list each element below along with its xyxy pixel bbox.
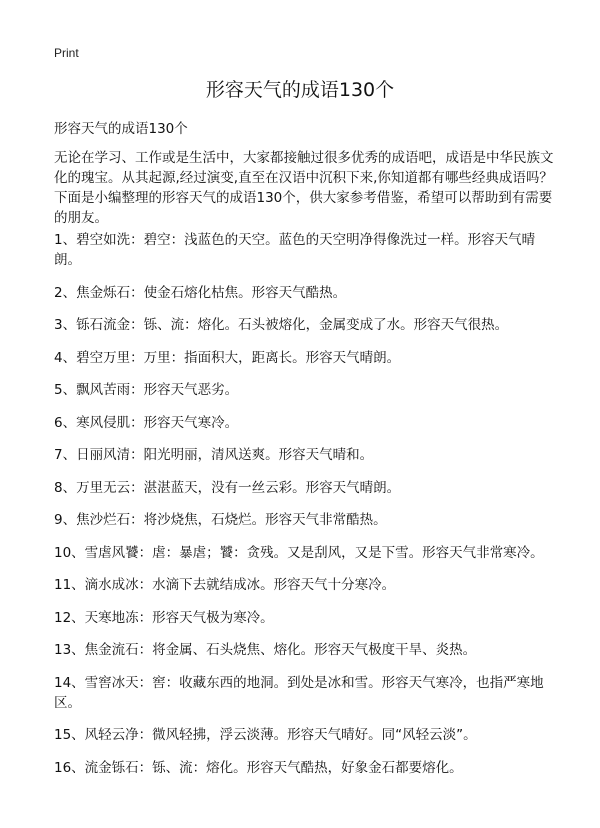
list-item: 2、焦金烁石：使金石熔化枯焦。形容天气酷热。 — [54, 284, 347, 301]
list-item: 12、天寒地冻：形容天气极为寒冷。 — [54, 609, 274, 626]
list-item: 10、雪虐风饕：虐：暴虐；饕：贪残。又是刮风，又是下雪。形容天气非常寒冷。 — [54, 544, 544, 561]
idiom-list — [54, 230, 558, 790]
list-item: 5、飘风苦雨：形容天气恶劣。 — [54, 382, 239, 398]
list-item: 7、日丽风清：阳光明丽，清风送爽。形容天气晴和。 — [54, 447, 374, 463]
list-item: 4、碧空万里：万里：指面积大，距离长。形容天气晴朗。 — [54, 349, 401, 366]
list-item: 3、铄石流金：铄、流：熔化。石头被熔化，金属变成了水。形容天气很热。 — [54, 317, 509, 333]
list-item: 6、寒风侵肌：形容天气寒冷。 — [54, 414, 239, 431]
page-title: 形容天气的成语130个 — [205, 79, 395, 101]
list-item: 8、万里无云：湛湛蓝天，没有一丝云彩。形容天气晴朗。 — [54, 479, 401, 496]
list-item: 13、焦金流石：将金属、石头烧焦、熔化。形容天气极度干旱、炎热。 — [54, 642, 477, 658]
list-item: 15、风轻云净：微风轻拂，浮云淡薄。形容天气晴好。同“风轻云淡”。 — [54, 727, 477, 743]
print-link[interactable]: Print — [54, 46, 79, 60]
list-item: 1、碧空如洗：碧空：浅蓝色的天空。蓝色的天空明净得像洗过一样。形容天气晴朗。 — [54, 232, 536, 268]
article-subtitle: 形容天气的成语130个 — [54, 121, 188, 137]
list-item: 14、雪窖冰天：窖：收藏东西的地洞。到处是冰和雪。形容天气寒冷，也指严寒地区。 — [54, 674, 544, 711]
intro-paragraph: 无论在学习、工作或是生活中，大家都接触过很多优秀的成语吧，成语是中华民族文化的瑰宝。从其起源,经过演变,直至在汉语中沉积下来,你知道都有哪些经典成语吗？下面是小编整理的形容天气的成语130个，供大家参考借鉴，希望可以帮助到有需要的朋友。 — [54, 150, 554, 226]
list-item: 11、滴水成冰：水滴下去就结成冰。形容天气十分寒冷。 — [54, 577, 396, 593]
list-item: 9、焦沙烂石：将沙烧焦，石烧烂。形容天气非常酷热。 — [54, 512, 387, 528]
list-item: 16、流金铄石：铄、流：熔化。形容天气酷热，好象金石都要熔化。 — [54, 759, 463, 776]
